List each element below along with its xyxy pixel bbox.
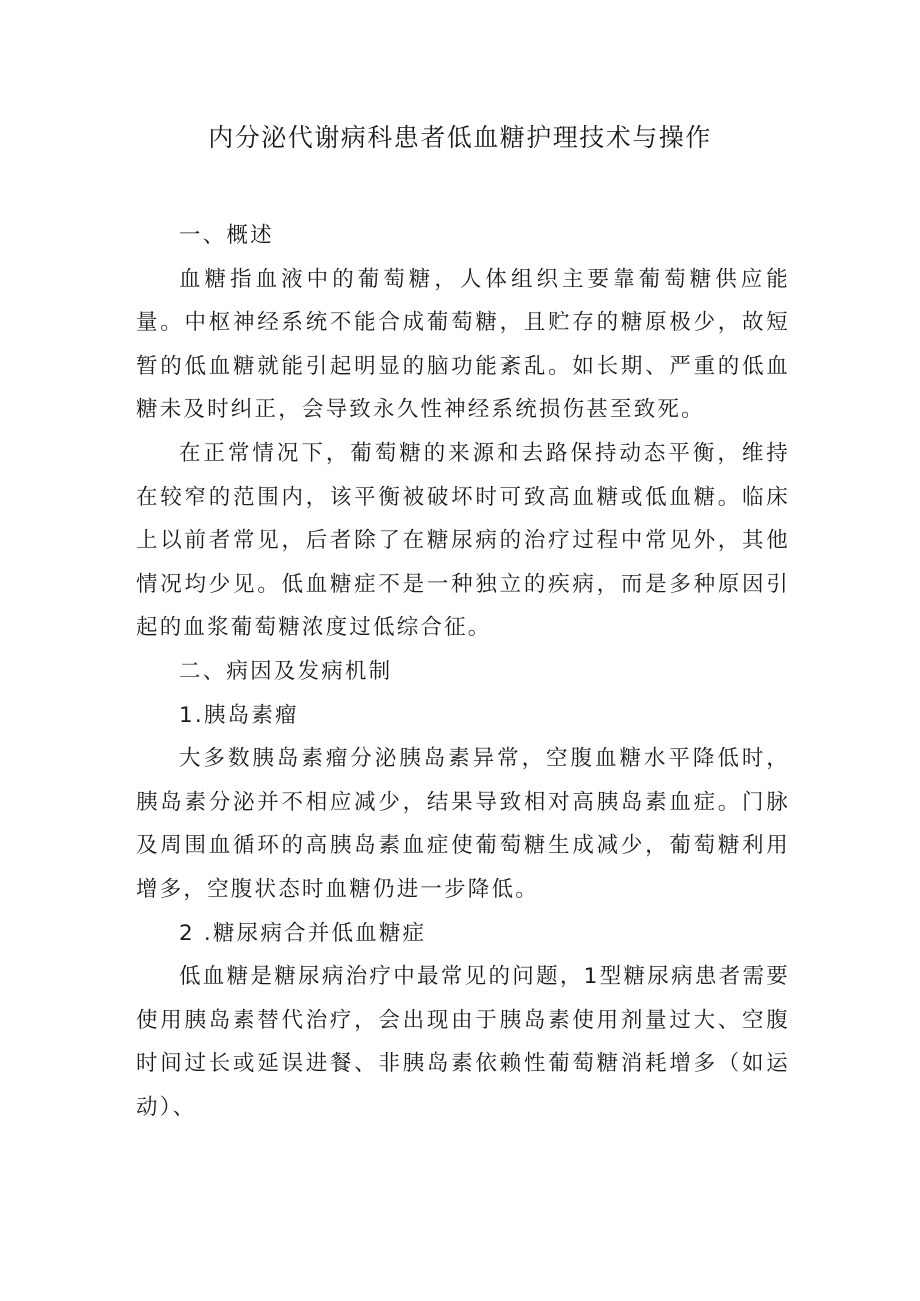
document-title: 内分泌代谢病科患者低血糖护理技术与操作 bbox=[208, 123, 712, 152]
paragraph-blood-glucose-definition: 血糖指血液中的葡萄糖，人体组织主要靠葡萄糖供应能量。中枢神经系统不能合成葡萄糖，且贮存的糖原极少，故短暂的低血糖就能引起明显的脑功能紊乱。如长期、严重的低血糖未及时纠正，会导致永久性神经系统损伤甚至致死。 bbox=[136, 266, 790, 423]
document-body bbox=[136, 214, 790, 1129]
paragraph-glucose-balance: 在正常情况下，葡萄糖的来源和去路保持动态平衡，维持在较窄的范围内，该平衡被破坏时可致高血糖或低血糖。临床上以前者常见，后者除了在糖尿病的治疗过程中常见外，其他情况均少见。低血糖症不是一种独立的疾病，而是多种原因引起的血浆葡萄糖浓度过低综合征。 bbox=[136, 440, 790, 641]
paragraph-diabetes-hypoglycemia: 低血糖是糖尿病治疗中最常见的问题，1型糖尿病患者需要使用胰岛素替代治疗，会出现由于胰岛素使用剂量过大、空腹时间过长或延误进餐、非胰岛素依赖性葡萄糖消耗增多（如运动）、 bbox=[136, 964, 790, 1120]
paragraph-insulinoma: 大多数胰岛素瘤分泌胰岛素异常，空腹血糖水平降低时，胰岛素分泌并不相应减少，结果导致相对高胰岛素血症。门脉及周围血循环的高胰岛素血症使葡萄糖生成减少，葡萄糖利用增多，空腹状态时血糖仍进一步降低。 bbox=[136, 746, 790, 902]
section-heading-overview: 一、概述 bbox=[179, 223, 274, 248]
section-heading-etiology: 二、病因及发病机制 bbox=[179, 658, 393, 684]
subheading-diabetes-hypoglycemia: 2 .糖尿病合并低血糖症 bbox=[179, 920, 427, 946]
subheading-insulinoma: 1.胰岛素瘤 bbox=[179, 702, 299, 728]
